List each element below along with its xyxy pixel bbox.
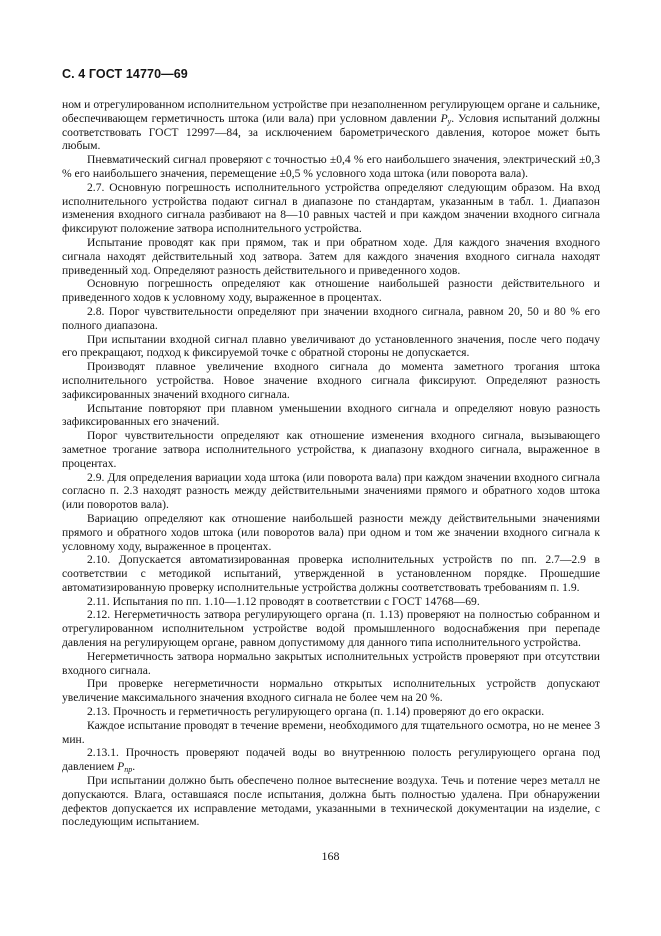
document-body xyxy=(62,98,600,829)
paragraph: 2.11. Испытания по пп. 1.10—1.12 проводят в соответствии с ГОСТ 14768—69. xyxy=(87,594,480,608)
page-header: С. 4 ГОСТ 14770—69 xyxy=(62,67,188,81)
paragraph: Производят плавное увеличение входного сигнала до момента заметного трогания штока исполнительного устройства. Новое значение входного сигнала фиксируют. Определяют разность зафиксированных значений входного сигнала. xyxy=(62,360,600,401)
paragraph: Испытание повторяют при плавном уменьшении входного сигнала и определяют новую разность зафиксированных его значений. xyxy=(62,401,600,429)
paragraph: Порог чувствительности определяют как отношение изменения входного сигнала, вызывающего заметное трогание затвора исполнительного устройства, к диапазону входного сигнала, выраженное в процентах. xyxy=(62,429,600,470)
page-number: 168 xyxy=(321,849,340,863)
pressure-symbol: $P_y$ xyxy=(440,111,452,126)
paragraph: Испытание проводят как при прямом, так и при обратном ходе. Для каждого значения входного сигнала находят действительный ход затвора. Затем для каждого значения входного сигнала находят приведенный ход. Определяют разность действительного и приведенного ходов. xyxy=(62,235,600,277)
paragraph-text: ном и отрегулированном исполнительном устройстве при незаполненном регулирующем органе и сальнике, обеспечивающем герметичность штока (или вала) при условном давлении xyxy=(62,98,600,125)
paragraph: Каждое испытание проводят в течение времени, необходимого для тщательного осмотра, но не менее 3 мин. xyxy=(62,718,600,746)
paragraph: 2.7. Основную погрешность исполнительного устройства определяют следующим образом. На вход исполнительного устройства подают сигнал в диапазоне по стандартам, указанным в табл. 1. Диапазон изменения входного сигнала разбивают на 8—10 равных частей и при каждом значении входного сигнала фиксируют положение затвора исполнительного устройства. xyxy=(62,180,600,236)
paragraph-text: Условия испытаний должны соответствовать ГОСТ 12997—84, за исключением барометрического давления, которое может быть любым. xyxy=(62,111,601,153)
paragraph: При испытании должно быть обеспечено полное вытеснение воздуха. Течь и потение через металл не допускаются. Влага, оставшаяся после испытания, должна быть полностью удалена. При обнаружении дефектов допускается их исправление методами, указанными в технической документации на изделие, с последующим испытанием. xyxy=(62,774,600,829)
paragraph-text: 2.13.1. Прочность проверяют подачей воды во внутреннюю полость регулирующего органа под давлением xyxy=(62,746,600,774)
paragraph: ном и отрегулированном исполнительном устройстве при незаполненном регулирующем органе и сальнике, обеспечивающем герметичность штока (или вала) при условном давлении $P_y$. Условия испытаний должны соответствовать ГОСТ 12997—84, за исключением барометрического давления, которое может быть любым. xyxy=(62,98,601,153)
pressure-symbol: $P_{пр}$ xyxy=(117,760,133,775)
paragraph: При проверке негерметичности нормально открытых исполнительных устройств допускают увеличение максимального значения входного сигнала не более чем на 20 %. xyxy=(62,677,600,705)
paragraph: 2.12. Негерметичность затвора регулирующего органа (п. 1.13) проверяют на полностью собранном и отрегулированном исполнительном устройстве водой промышленного водоснабжения при перепаде давления на регулирующем органе, равном допустимому для данного типа исполнительного устройства. xyxy=(62,608,600,650)
paragraph: 2.8. Порог чувствительности определяют при значении входного сигнала, равном 20, 50 и 80 % его полного диапазона. xyxy=(62,304,600,332)
paragraph: 2.13. Прочность и герметичность регулирующего органа (п. 1.14) проверяют до его окраски. xyxy=(87,705,545,719)
paragraph: При испытании входной сигнал плавно увеличивают до установленного значения, после чего подачу его прекращают, подход к фиксируемой точке с обратной стороны не допускается. xyxy=(62,332,600,360)
paragraph: Негерметичность затвора нормально закрытых исполнительных устройств проверяют при отсутствии входного сигнала. xyxy=(62,649,600,677)
paragraph: 2.13.1. Прочность проверяют подачей воды во внутреннюю полость регулирующего органа под давлением $P_{пр}$. xyxy=(62,746,600,775)
paragraph: Пневматический сигнал проверяют с точностью ±0,4 % его наибольшего значения, электрический ±0,3 % его наибольшего значения, перемещение ±0,5 % условного хода штока (или поворота вала). xyxy=(62,153,600,180)
paragraph: Основную погрешность определяют как отношение наибольшей разности действительного и приведенного ходов к условному ходу, выраженное в процентах. xyxy=(62,277,600,305)
paragraph: 2.10. Допускается автоматизированная проверка исполнительных устройств по пп. 2.7—2.9 в соответствии с методикой испытаний, утвержденной в установленном порядке. Прошедшие автоматизированную проверку исполнительные устройства должны соответствовать требованиям п. 1.9. xyxy=(62,553,600,594)
paragraph: Вариацию определяют как отношение наибольшей разности между действительными значениями прямого и обратного ходов штока (или поворотов вала) при одном и том же значении входного сигнала к условному ходу, выраженное в процентах. xyxy=(62,511,600,553)
paragraph: 2.9. Для определения вариации хода штока (или поворота вала) при каждом значении входного сигнала согласно п. 2.3 находят разность между действительными значениями прямого и обратного ходов штока (или поворотов вала). xyxy=(62,470,600,512)
